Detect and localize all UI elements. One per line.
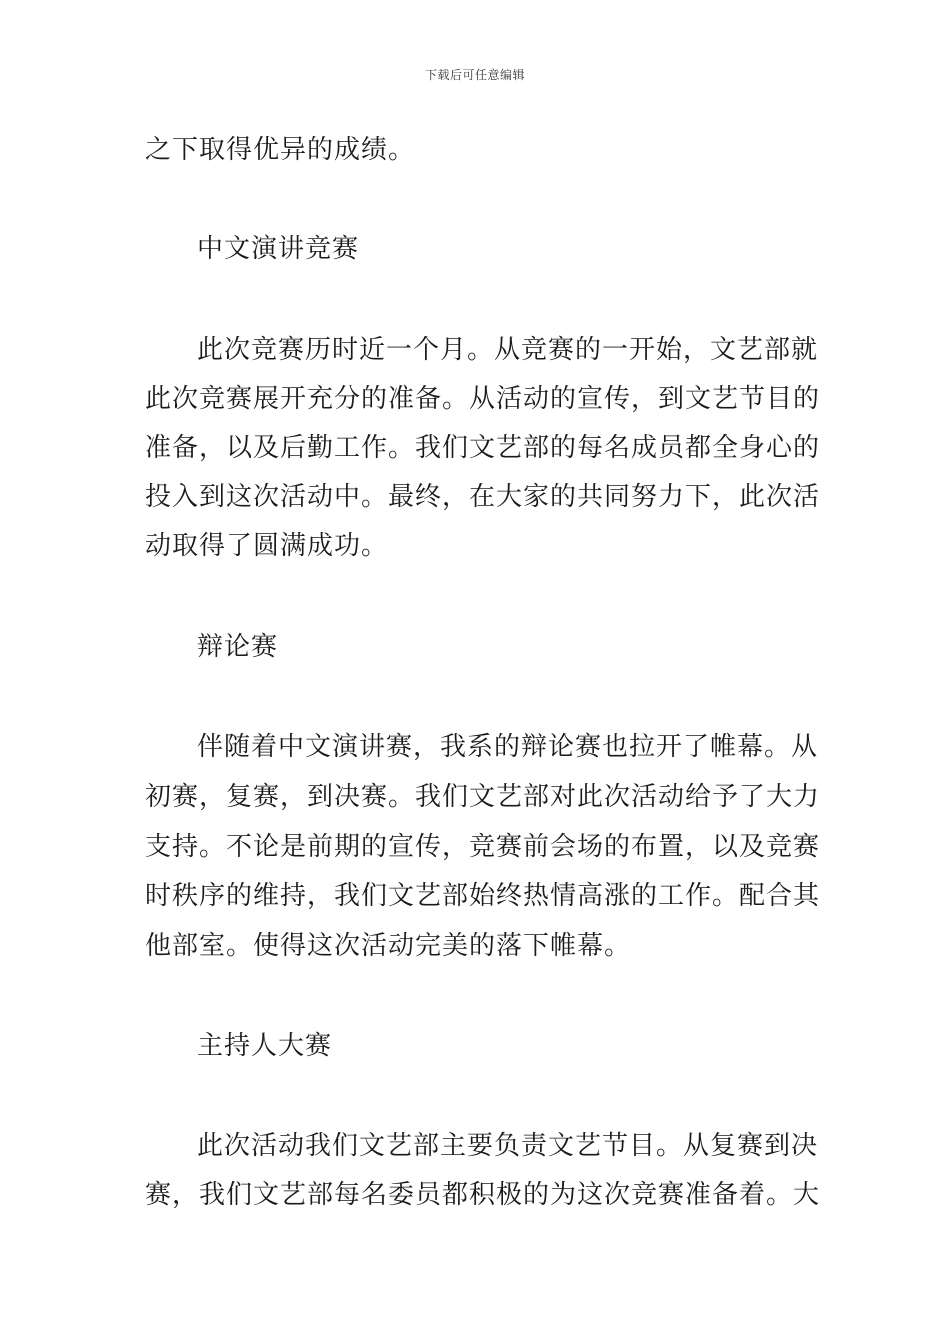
text-line: 之下取得优异的成绩。 xyxy=(145,135,416,165)
text-line: 此次竞赛展开充分的准备。从活动的宣传，到文艺节目的 xyxy=(145,384,821,414)
text-line: 此次活动我们文艺部主要负责文艺节目。从复赛到决 xyxy=(197,1131,819,1161)
section-heading: 主持人大赛 xyxy=(197,1031,333,1061)
text-line: 赛，我们文艺部每名委员都积极的为这次竞赛准备着。大 xyxy=(145,1180,821,1210)
section-heading: 辩论赛 xyxy=(197,632,279,662)
text-line: 准备，以及后勤工作。我们文艺部的每名成员都全身心的 xyxy=(145,433,821,463)
text-line: 伴随着中文演讲赛，我系的辩论赛也拉开了帷幕。从 xyxy=(197,732,819,762)
text-line: 投入到这次活动中。最终，在大家的共同努力下，此次活 xyxy=(145,482,821,512)
text-line: 他部室。使得这次活动完美的落下帷幕。 xyxy=(145,931,632,961)
text-line: 支持。不论是前期的宣传，竞赛前会场的布置，以及竞赛 xyxy=(145,832,821,862)
section-heading: 中文演讲竞赛 xyxy=(197,234,360,264)
text-line: 时秩序的维持，我们文艺部始终热情高涨的工作。配合其 xyxy=(145,881,821,911)
text-line: 此次竞赛历时近一个月。从竞赛的一开始，文艺部就 xyxy=(197,335,819,365)
text-line: 动取得了圆满成功。 xyxy=(145,531,389,561)
header-note: 下载后可任意编辑 xyxy=(424,68,525,82)
text-line: 初赛，复赛，到决赛。我们文艺部对此次活动给予了大力 xyxy=(145,782,821,812)
